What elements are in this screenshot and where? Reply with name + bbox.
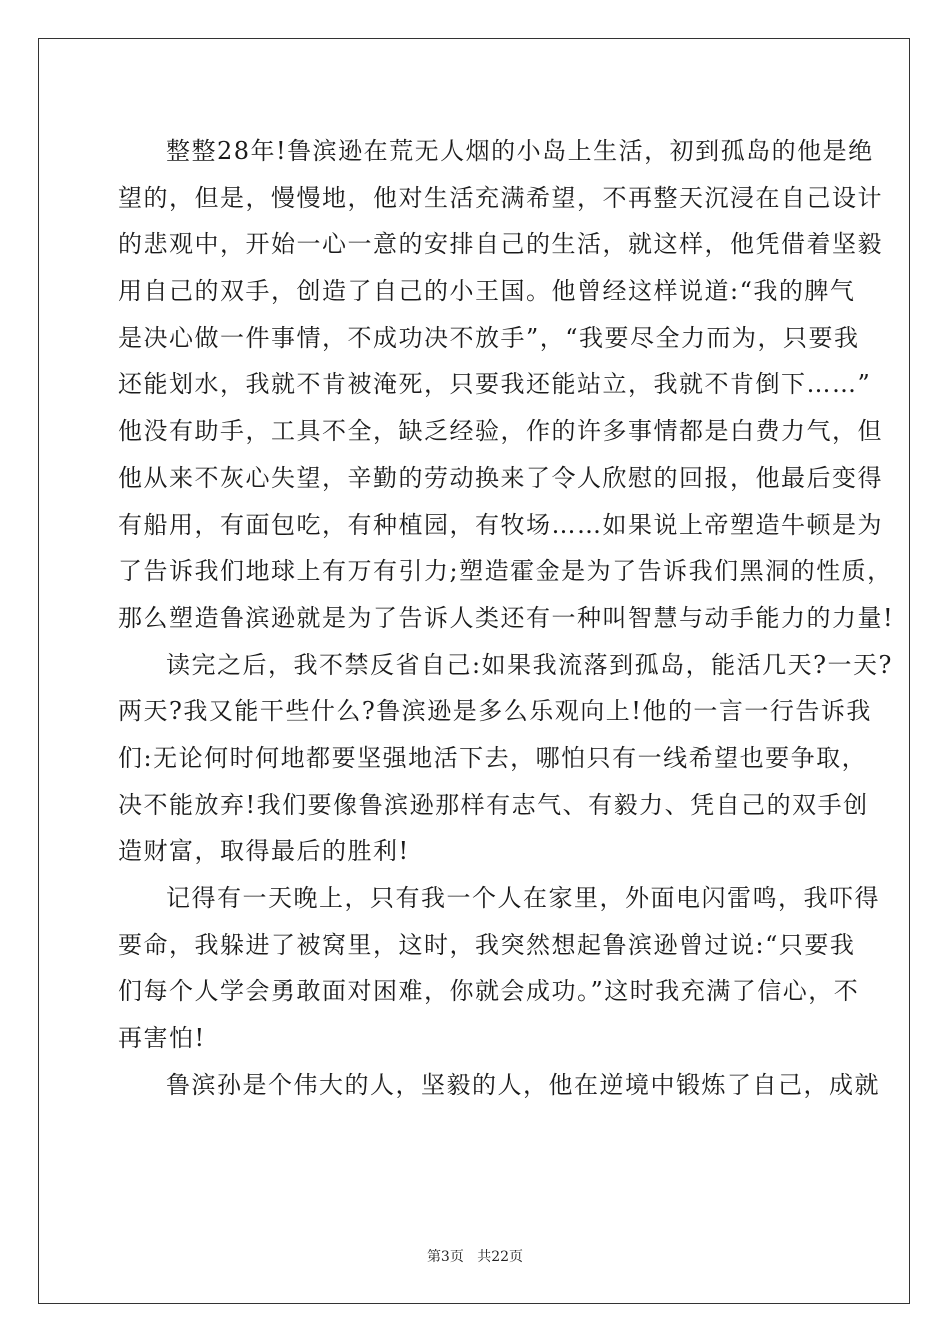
text-line: 两天?我又能干些什么?鲁滨逊是多么乐观向上!他的一言一行告诉我 [118,697,872,726]
text-line: 望的，但是，慢慢地，他对生活充满希望，不再整天沉浸在自己设计 [118,183,883,212]
text-line: 整整28年!鲁滨逊在荒无人烟的小岛上生活，初到孤岛的他是绝 [166,137,874,165]
text-line: 了告诉我们地球上有万有引力;塑造霍金是为了告诉我们黑洞的性质， [118,557,893,586]
text-line: 有船用，有面包吃，有种植园，有牧场……如果说上帝塑造牛顿是为 [118,510,883,539]
page-footer [0,1246,950,1266]
text-line: 记得有一天晚上，只有我一个人在家里，外面电闪雷鸣，我吓得 [166,884,880,912]
text-line: 们:无论何时何地都要坚强地活下去，哪怕只有一线希望也要争取， [118,743,868,772]
text-line: 他没有助手，工具不全，缺乏经验，作的许多事情都是白费力气，但 [118,417,883,446]
text-line: 他从来不灰心失望，辛勤的劳动换来了令人欣慰的回报，他最后变得 [118,463,883,492]
text-line: 是决心做一件事情，不成功决不放手”，“我要尽全力而为，只要我 [118,323,860,352]
text-line: 那么塑造鲁滨逊就是为了告诉人类还有一种叫智慧与动手能力的力量! [118,603,895,632]
text-line: 读完之后，我不禁反省自己:如果我流落到孤岛，能活几天?一天? [166,650,893,679]
text-line: 还能划水，我就不肯被淹死，只要我还能站立，我就不肯倒下……” [118,370,872,399]
text-line: 造财富，取得最后的胜利! [118,837,410,866]
text-line: 的悲观中，开始一心一意的安排自己的生活，就这样，他凭借着坚毅 [118,230,883,259]
text-line: 要命，我躲进了被窝里，这时，我突然想起鲁滨逊曾过说:“只要我 [118,930,856,959]
text-line: 用自己的双手，创造了自己的小王国。他曾经这样说道:“我的脾气 [118,277,856,306]
page-number: 第3页 [426,1249,464,1265]
text-line: 再害怕! [118,1024,206,1053]
text-line: 们每个人学会勇敢面对困难，你就会成功。”这时我充满了信心，不 [118,977,860,1006]
text-line: 鲁滨孙是个伟大的人，坚毅的人，他在逆境中锻炼了自己，成就 [166,1070,880,1099]
page-total: 共22页 [477,1249,524,1265]
document-body [118,128,895,1108]
text-line: 决不能放弃!我们要像鲁滨逊那样有志气、有毅力、凭自己的双手创 [118,790,869,819]
